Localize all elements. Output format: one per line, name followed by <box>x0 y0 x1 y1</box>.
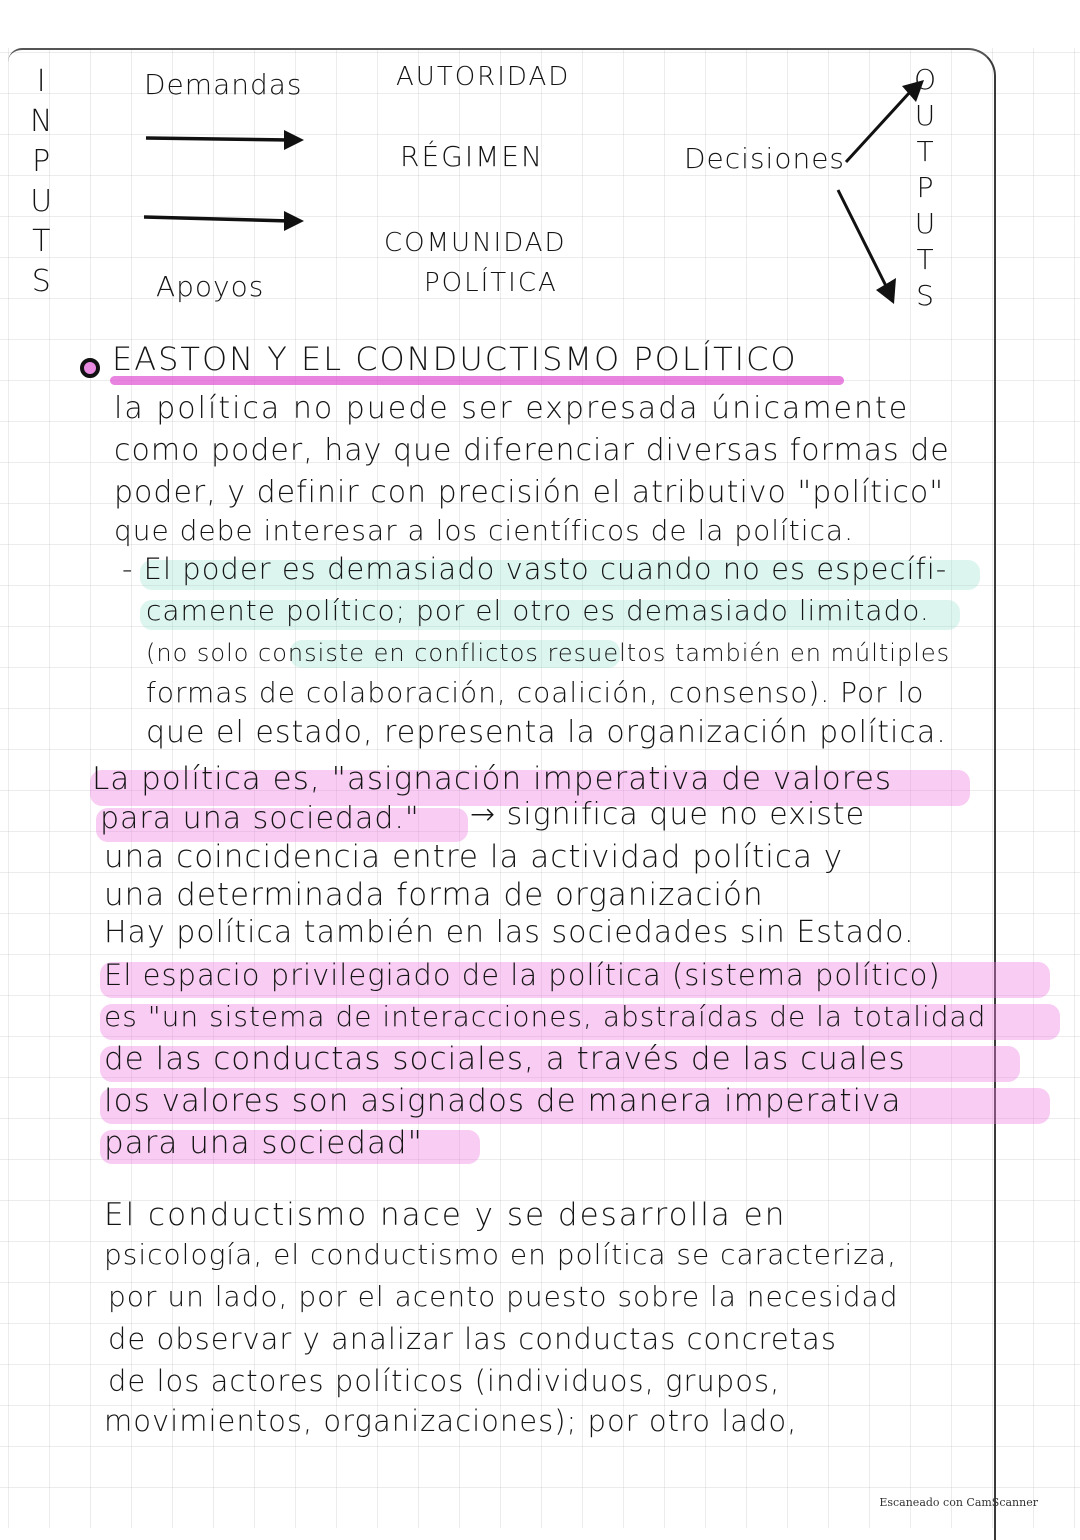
definition-line: una coincidencia entre la actividad política y <box>104 839 844 875</box>
espacio-line: de las conductas sociales, a través de las cuales <box>104 1041 906 1077</box>
inputs-letter: I <box>36 64 47 99</box>
conductismo-line: por un lado, por el acento puesto sobre la necesidad <box>108 1280 899 1313</box>
definition-line: para una sociedad." <box>100 801 420 836</box>
definition-line: Hay política también en las sociedades sin Estado. <box>104 915 915 950</box>
demandas-label: Demandas <box>144 68 303 101</box>
conductismo-line: de observar y analizar las conductas concretas <box>108 1322 837 1356</box>
demandas-arrow-icon <box>140 124 310 154</box>
inputs-letter: N <box>30 104 54 139</box>
conductismo-line: psicología, el conductismo en política se caracteriza, <box>104 1238 897 1271</box>
system-level-autoridad: AUTORIDAD <box>396 62 571 92</box>
camscanner-watermark: Escaneado con CamScanner <box>879 1496 1038 1509</box>
system-level-comunidad: COMUNIDAD <box>384 228 567 258</box>
outputs-letter: U <box>914 99 937 132</box>
bullet-line: (no solo consiste en conflictos resueltos también en múltiples <box>146 639 951 667</box>
conductismo-line: movimientos, organizaciones); por otro lado, <box>104 1404 798 1438</box>
outputs-letter: U <box>914 207 937 240</box>
conductismo-line: de los actores políticos (individuos, grupos, <box>108 1364 781 1398</box>
inputs-letter: P <box>32 144 52 179</box>
conductismo-line: El conductismo nace y se desarrolla en <box>104 1197 787 1233</box>
outputs-letter: O <box>914 63 938 96</box>
espacio-line: El espacio privilegiado de la política (sistema político) <box>104 958 941 992</box>
decisiones-label: Decisiones <box>684 142 846 175</box>
bullet-line: que el estado, representa la organización política. <box>146 715 947 750</box>
definition-line: La política es, "asignación imperativa de valores <box>92 761 893 797</box>
bullet-line: formas de colaboración, coalición, consenso). Por lo <box>146 676 925 709</box>
espacio-line: para una sociedad" <box>104 1125 423 1161</box>
paragraph-line: que debe interesar a los científicos de la política. <box>114 514 854 547</box>
apoyos-label: Apoyos <box>156 270 265 303</box>
outputs-letter: T <box>916 135 935 168</box>
paragraph-line: como poder, hay que diferenciar diversas formas de <box>114 433 950 468</box>
definition-arrow-line: → significa que no existe <box>470 797 866 832</box>
decisiones-down-arrow-icon <box>830 186 910 310</box>
espacio-line: los valores son asignados de manera imperativa <box>104 1083 902 1119</box>
outputs-letter: S <box>916 279 935 312</box>
bullet-line: camente político; por el otro es demasiado limitado. <box>146 594 930 627</box>
section-bullet-icon <box>80 358 100 378</box>
inputs-vertical-label <box>30 62 53 302</box>
paragraph-line: la política no puede ser expresada únicamente <box>114 391 910 426</box>
bullet-line: - El poder es demasiado vasto cuando no es específi- <box>122 552 948 586</box>
definition-line: una determinada forma de organización <box>104 877 764 913</box>
system-level-regimen: RÉGIMEN <box>400 140 544 173</box>
inputs-letter: U <box>30 184 54 219</box>
paragraph-line: poder, y definir con precisión el atributivo "político" <box>114 475 945 510</box>
section-title: EASTON Y EL CONDUCTISMO POLÍTICO <box>112 340 798 378</box>
system-level-politica: POLÍTICA <box>424 268 558 298</box>
inputs-letter: T <box>32 224 52 259</box>
espacio-line: es "un sistema de interacciones, abstraídas de la totalidad <box>104 1000 987 1033</box>
apoyos-arrow-icon <box>140 205 310 235</box>
outputs-letter: P <box>916 171 935 204</box>
inputs-letter: S <box>31 264 52 299</box>
outputs-vertical-label <box>914 62 937 314</box>
outputs-letter: T <box>916 243 935 276</box>
page-top-margin <box>0 0 1080 48</box>
